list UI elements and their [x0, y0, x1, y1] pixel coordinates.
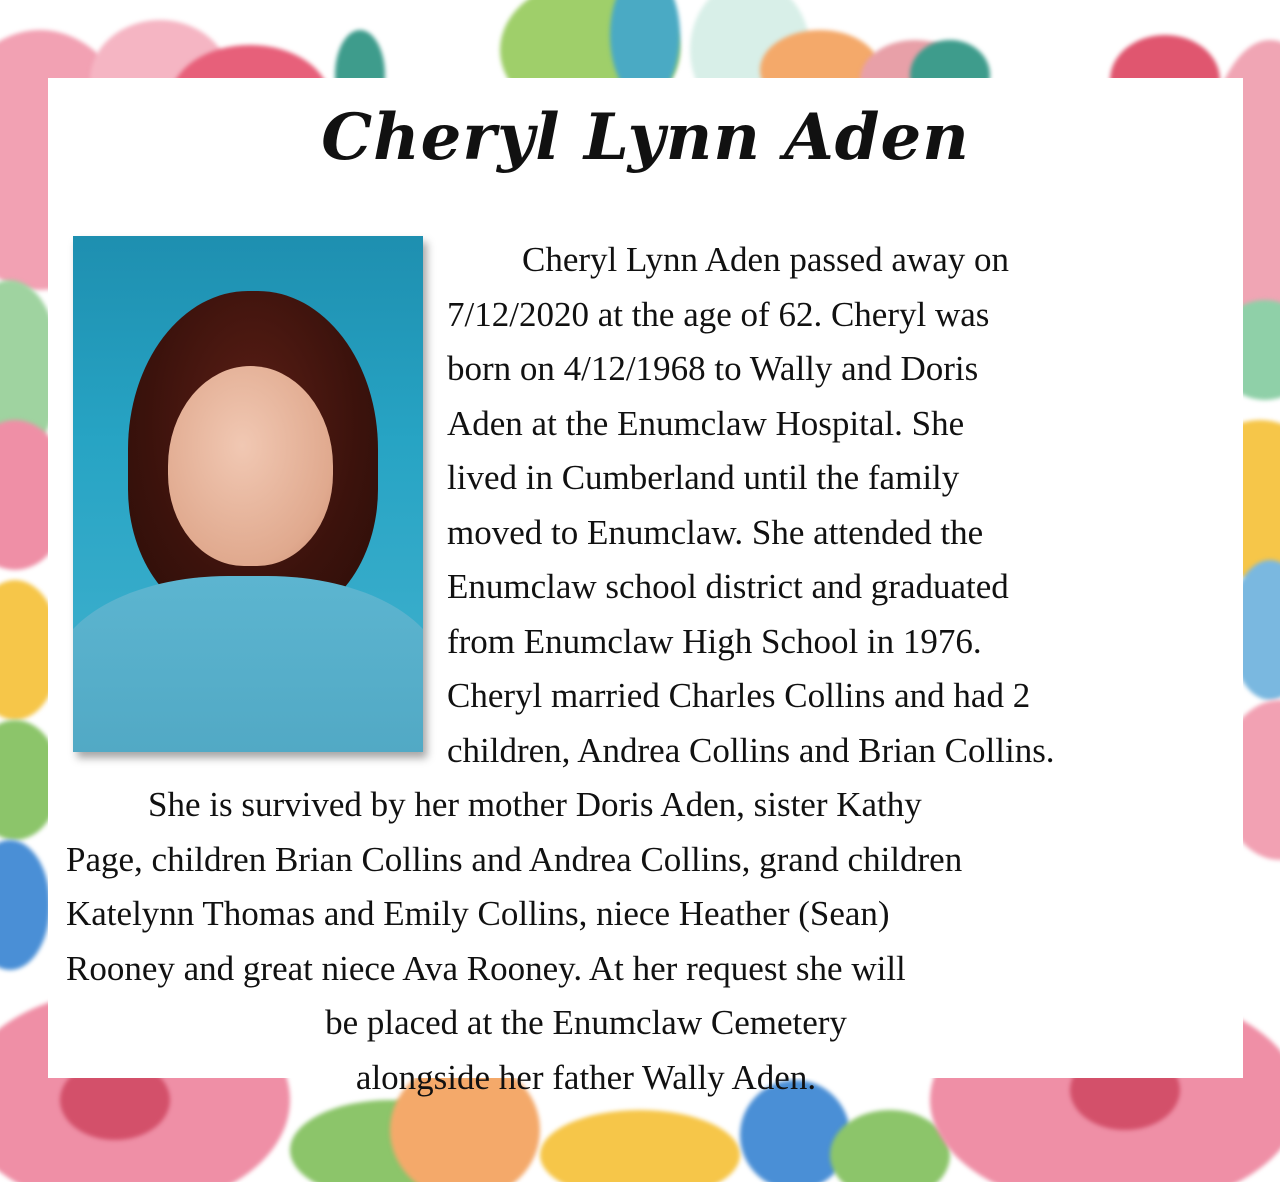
text-line: Katelynn Thomas and Emily Collins, niece Heather (Sean) — [66, 894, 890, 933]
photo-face — [168, 366, 333, 566]
obituary-paragraph-2 — [66, 778, 1226, 1105]
text-line: moved to Enumclaw. She attended the — [447, 512, 984, 552]
text-line: be placed at the Enumclaw Cemetery — [325, 1003, 847, 1042]
text-line: Cheryl married Charles Collins and had 2 — [447, 676, 1031, 715]
obituary-title: Cheryl Lynn Aden — [321, 100, 970, 175]
text-line: Cheryl Lynn Aden passed away on — [522, 240, 1009, 279]
obituary-card — [48, 78, 1243, 1097]
text-line: She is survived by her mother Doris Aden, sister Kathy — [148, 785, 922, 824]
text-line: children, Andrea Collins and Brian Collins. — [447, 730, 1055, 770]
text-line: Rooney and great niece Ava Rooney. At her request she will — [66, 948, 906, 988]
text-line: from Enumclaw High School in 1976. — [447, 621, 982, 661]
text-line: Page, children Brian Collins and Andrea Collins, grand children — [66, 839, 963, 879]
photo-shirt — [73, 576, 423, 752]
text-line: Aden at the Enumclaw Hospital. She — [447, 403, 965, 443]
text-line: 7/12/2020 at the age of 62. Cheryl was — [447, 294, 990, 334]
text-line: born on 4/12/1968 to Wally and Doris — [447, 349, 979, 388]
portrait-photo — [73, 236, 423, 752]
text-line: lived in Cumberland until the family — [447, 458, 960, 497]
obituary-paragraph-1 — [447, 233, 1227, 778]
text-line: alongside her father Wally Aden. — [355, 1057, 817, 1097]
text-line: Enumclaw school district and graduated — [447, 567, 1009, 606]
